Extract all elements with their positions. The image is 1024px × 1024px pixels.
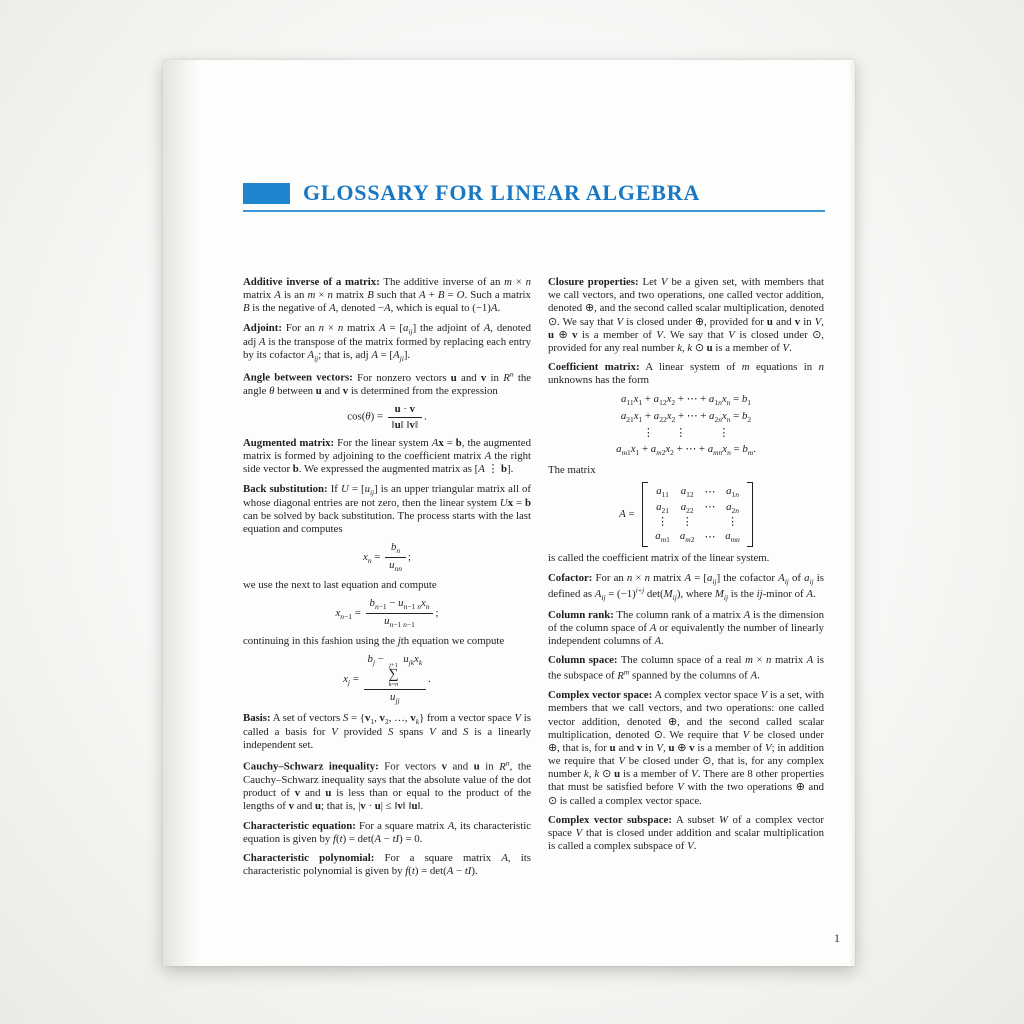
entry-term: Characteristic polynomial: bbox=[243, 851, 375, 864]
entry-definition bbox=[243, 758, 531, 813]
glossary-entry bbox=[548, 276, 824, 355]
entry-term: Cofactor: bbox=[548, 571, 593, 584]
glossary-entry bbox=[548, 572, 824, 603]
entry-text: If $U = [u_{ij}]$ is an upper triangular matrix all of whose diagonal entries are not zero, then the linear system Ux = b can be solved by back substitution. The process starts with the last equation and computes $x_n$ = $\frac{b_n}{u_{nn}}$ ; we use the next to last equation and compute $x_{n-1}$ = $\frac{b_{n-1} - u_{n-1 n}x_n}{u_{n-1 n-1}}$ ; continuing in this fashion using the jth equation we compute $x_j$ = $b_j$ − j+1 ∑ k=n $u_{jk}x_k$ $u_{jj}$ . bbox=[243, 482, 531, 706]
entry-term: Complex vector space: bbox=[548, 689, 653, 702]
entry-term: Complex vector subspace: bbox=[548, 813, 672, 826]
page-title: GLOSSARY FOR LINEAR ALGEBRA bbox=[303, 180, 701, 205]
scanned-page bbox=[163, 60, 855, 966]
entry-term: Angle between vectors: bbox=[243, 371, 353, 384]
glossary-entry bbox=[243, 852, 531, 878]
entry-term: Coefficient matrix: bbox=[548, 361, 640, 374]
glossary-header bbox=[243, 180, 825, 206]
page-content bbox=[243, 180, 825, 884]
entry-definition bbox=[243, 437, 531, 477]
header-rule bbox=[243, 210, 825, 212]
entry-definition bbox=[243, 712, 531, 753]
entry-definition bbox=[243, 820, 531, 846]
entry-definition bbox=[243, 322, 531, 364]
entry-definition bbox=[548, 276, 824, 355]
glossary-entry bbox=[243, 322, 531, 364]
entry-term: Column rank: bbox=[548, 608, 614, 621]
glossary-entry bbox=[548, 609, 824, 649]
entry-definition bbox=[243, 369, 531, 431]
entry-definition bbox=[548, 654, 824, 683]
glossary-entry bbox=[243, 820, 531, 846]
entry-term: Augmented matrix: bbox=[243, 437, 335, 450]
entry-text: A set of vectors $S = \{v_1$, $v_2$, …, $v_k$} from a vector space V is called a basis for V provided S spans V and S is a linearly independent set. bbox=[243, 711, 532, 752]
right-column bbox=[548, 276, 824, 884]
left-column bbox=[243, 276, 531, 884]
entry-text: A complex vector space V is a set, with members that we call vectors, and two operations: one called vector addition, denoted ⊕, and the second called scalar multiplication, denoted ⊙. We require that V be closed under ⊕, that is, for u and v in V, u ⊕ v is a member of V; in addition we require that V be closed under ⊙, that is, for any complex number k, k ⊙ u is a member of V. There are 8 other properties that must be satisfied before V with the two operations ⊕ and ⊙ is called a complex vector space. bbox=[548, 689, 825, 807]
entry-definition bbox=[548, 361, 824, 565]
entry-text: For nonzero vectors u and v in $R^n$ the angle θ between u and v is determined from the expression cos(θ) = $\frac{u \cdot v}{‖u‖ ‖v‖}$ . bbox=[243, 369, 532, 431]
entry-definition bbox=[548, 689, 824, 808]
entry-text: For an n × n matrix $A = [a_{ij}]$ the cofactor $A_{ij}$ of $a_{ij}$ is defined as $A_{ij} = (-1)^{i+j}$ $\det(M_{ij})$, where $M_{ij}$ is the ij-minor of A. bbox=[548, 571, 824, 603]
entry-text: The column space of a real m × n matrix A is the subspace of $R^m$ spanned by the columns of A. bbox=[548, 654, 825, 682]
glossary-entry bbox=[243, 276, 531, 316]
entry-term: Basis: bbox=[243, 711, 271, 724]
entry-term: Closure properties: bbox=[548, 276, 639, 288]
glossary-entry bbox=[548, 814, 824, 854]
entry-text: The column rank of a matrix A is the dimension of the column space of A or equivalently the number of linearly independent columns of A. bbox=[548, 608, 824, 648]
entry-text: For an n × n matrix $A = [a_{ij}]$ the adjoint of A, denoted adj A is the transpose of the matrix formed by replacing each entry by its cofactor $A_{ij}$; that is, adj $A = [A_{ji}]$. bbox=[243, 321, 531, 364]
entry-term: Adjoint: bbox=[243, 321, 282, 334]
entry-term: Cauchy–Schwarz inequality: bbox=[243, 760, 379, 773]
title-accent-box bbox=[243, 183, 290, 204]
entry-term: Back substitution: bbox=[243, 482, 328, 495]
glossary-entry bbox=[548, 689, 824, 808]
entry-text: A linear system of m equations in n unknowns has the form $a_{11}x_1 + a_{12}x_2$ + ⋯ + $a_{1n}x_n = b_1$ $a_{21}x_1 + a_{22}x_2$ + ⋯ + $a_{2n}x_n = b_2$ ⋮ ⋮ ⋮ $a_{m1}x_1 + a_{m2}x_2$ + ⋯ + $a_{mn}x_n = b_m$. The matrix A = $a_{11}$ $a_{12}$ ⋯ $a_{1n}$ $a_{21}$ $a_{22}$ ⋯ $a_{2n}$ ⋮ ⋮ ⋮ $a_{m1}$ $a_{m2}$ ⋯ $a_{mn}$ is called the coefficient matrix of the linear system. bbox=[548, 361, 824, 565]
entry-text: The additive inverse of an m × n matrix A is an m × n matrix B such that A + B = O. Such a matrix B is the negative of A, denoted −A, which is equal to (−1)A. bbox=[243, 276, 531, 315]
entry-text: For a square matrix A, its characteristic equation is given by f(t) = det(A − tI) = 0. bbox=[243, 819, 531, 845]
glossary-entry bbox=[548, 361, 824, 565]
entry-text: For vectors v and u in $R^n$, the Cauchy–Schwarz inequality says that the absolute value of the dot product of v and u is less than or equal to the product of the lengths of v and u; that is, |v · u| ≤ ‖v‖ ‖u‖. bbox=[243, 758, 532, 813]
entry-definition bbox=[548, 572, 824, 603]
entry-definition bbox=[548, 814, 824, 854]
glossary-entry bbox=[548, 654, 824, 683]
entry-definition bbox=[243, 483, 531, 706]
entry-text: For the linear system Ax = b, the augmented matrix is formed by adjoining to the coefficient matrix A the right side vector b. We expressed the augmented matrix as [A ⋮ b]. bbox=[243, 437, 532, 476]
entry-term: Additive inverse of a matrix: bbox=[243, 276, 380, 288]
page-number: 1 bbox=[834, 931, 840, 945]
glossary-entry bbox=[243, 712, 531, 753]
glossary-entry bbox=[243, 437, 531, 477]
entry-text: Let V be a given set, with members that we call vectors, and two operations, one called vector addition, denoted ⊕, and the second called scalar multiplication, denoted ⊙. We say that V is closed under ⊕, provided for u and v in V, u ⊕ v is a member of V. We say that V is closed under ⊙, provided for any real number k, k ⊙ u is a member of V. bbox=[548, 276, 824, 354]
entry-definition bbox=[243, 276, 531, 316]
glossary-entry bbox=[243, 483, 531, 706]
entry-text: For a square matrix A, its characteristic polynomial is given by f(t) = det(A − tI). bbox=[243, 851, 531, 878]
entry-term: Column space: bbox=[548, 654, 618, 667]
entry-term: Characteristic equation: bbox=[243, 819, 356, 832]
entry-text: A subset W of a complex vector space V that is closed under addition and scalar multiplication is called a complex subspace of V. bbox=[548, 813, 825, 853]
entry-definition bbox=[243, 852, 531, 878]
entry-definition bbox=[548, 609, 824, 649]
glossary-columns bbox=[243, 276, 825, 884]
glossary-entry bbox=[243, 758, 531, 813]
glossary-entry bbox=[243, 369, 531, 431]
